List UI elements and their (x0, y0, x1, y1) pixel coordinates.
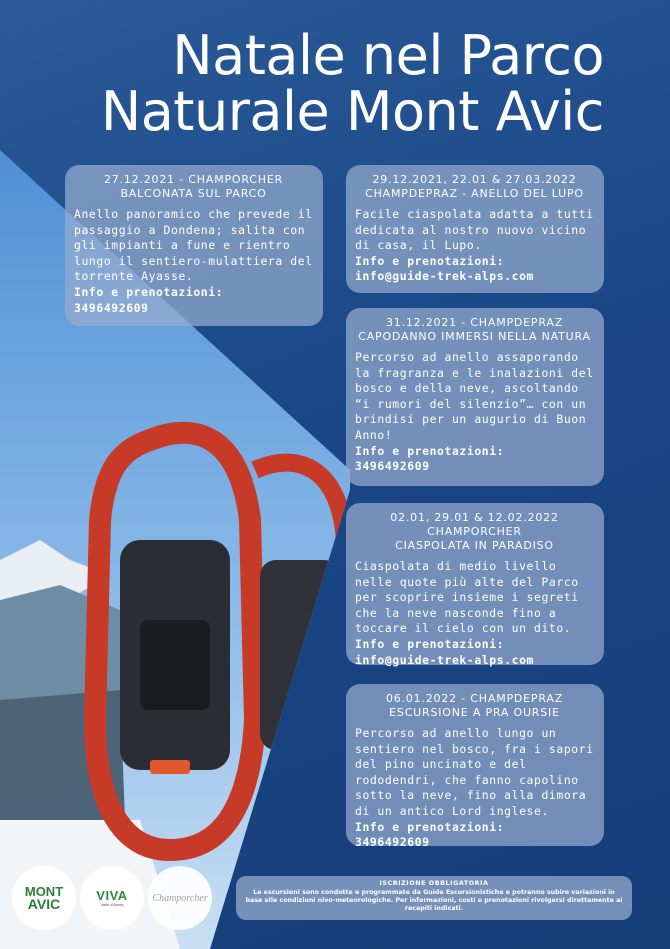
title-line-1: Natale nel Parco (172, 24, 604, 87)
event-contact[interactable]: info@guide-trek-alps.com (355, 269, 534, 284)
event-title: CAPODANNO IMMERSI NELLA NATURA (358, 330, 591, 343)
event-info-label: Info e prenotazioni: (355, 443, 505, 458)
event-header (355, 316, 594, 344)
event-contact[interactable]: 3496492609 (74, 300, 149, 315)
mont-avic-logo (12, 866, 76, 930)
event-header (74, 173, 313, 201)
event-date: 06.01.2022 - CHAMPDEPRAZ (385, 692, 564, 705)
event-info-label: Info e prenotazioni: (355, 636, 505, 651)
event-description: Percorso ad anello assaporando la fragranza e le inalazioni del bosco e della neve, ascoltando “i rumori del silenzio”… con un brindisi per un augurio di Buon Anno! (355, 350, 594, 442)
event-info-label: Info e prenotazioni: (74, 284, 224, 299)
event-card-3 (346, 308, 604, 486)
event-card-2 (346, 165, 604, 293)
logo-mont-text: MONT (24, 883, 64, 899)
event-card-1 (65, 165, 323, 326)
event-title: ESCURSIONE A PRA OURSIE (389, 706, 560, 719)
viva-logo (80, 866, 144, 930)
event-card-5 (346, 684, 604, 850)
event-date: 27.12.2021 - CHAMPORCHER (103, 173, 284, 186)
event-contact[interactable]: info@guide-trek-alps.com (355, 652, 534, 667)
event-date: 02.01, 29.01 & 12.02.2022 (390, 511, 559, 524)
event-title: CHAMPORCHER CIASPOLATA IN PARADISO (395, 525, 554, 552)
event-title: BALCONATA SUL PARCO (120, 187, 267, 200)
page-title (100, 24, 604, 143)
event-date: 31.12.2021 - CHAMPDEPRAZ (385, 316, 564, 329)
logo-avic-text: AVIC (27, 895, 61, 912)
event-description: Percorso ad anello lungo un sentiero nel bosco, fra i sapori del pino uncinato e del rododendri, che fanno capolino sotto la neve, fino alla dimora di un antico Lord inglese. (355, 726, 594, 818)
notice-title: ISCRIZIONE OBBLIGATORIA (379, 880, 489, 887)
event-title: CHAMPDEPRAZ - ANELLO DEL LUPO (365, 187, 584, 200)
event-date: 29.12.2021, 22.01 & 27.03.2022 (372, 173, 577, 186)
event-description: Ciaspolata di medio livello nelle quote più alte del Parco per scoprire insieme i segreti che la neve nasconde fino a toccare il cielo con un dito. (355, 559, 579, 636)
event-header (355, 173, 594, 201)
event-description: Anello panoramico che prevede il passaggio a Dondena; salita con gli impianti a fune e rientro lungo il sentiero-mulattiera del torrente Ayasse. (74, 207, 313, 284)
event-description: Facile ciaspolata adatta a tutti dedicata al nostro nuovo vicino di casa, il Lupo. (355, 207, 594, 253)
registration-notice (236, 876, 632, 920)
event-card-4 (346, 503, 604, 665)
logo-viva-text: VIVA (96, 888, 128, 903)
logo-viva-subtext: Valle d'Aosta (100, 902, 124, 907)
notice-text: Le escursioni sono condotte e programmate da Guide Escursionistiche e potranno subire variazioni in base alle condizioni nivo-meteorologiche. Per informazioni, costi e prenotazioni rivolgersi direttamente ai recapiti indicati. (245, 889, 623, 912)
event-header (355, 692, 594, 720)
event-contact[interactable]: 3496492609 (355, 835, 430, 850)
event-header (355, 511, 594, 553)
event-info-label: Info e prenotazioni: (355, 253, 505, 268)
title-line-2: Naturale Mont Avic (100, 80, 604, 143)
champorcher-logo (148, 866, 212, 930)
event-info-label: Info e prenotazioni: (355, 819, 505, 834)
event-contact[interactable]: 3496492609 (355, 459, 430, 474)
logo-champorcher-text: Champorcher (152, 892, 208, 904)
